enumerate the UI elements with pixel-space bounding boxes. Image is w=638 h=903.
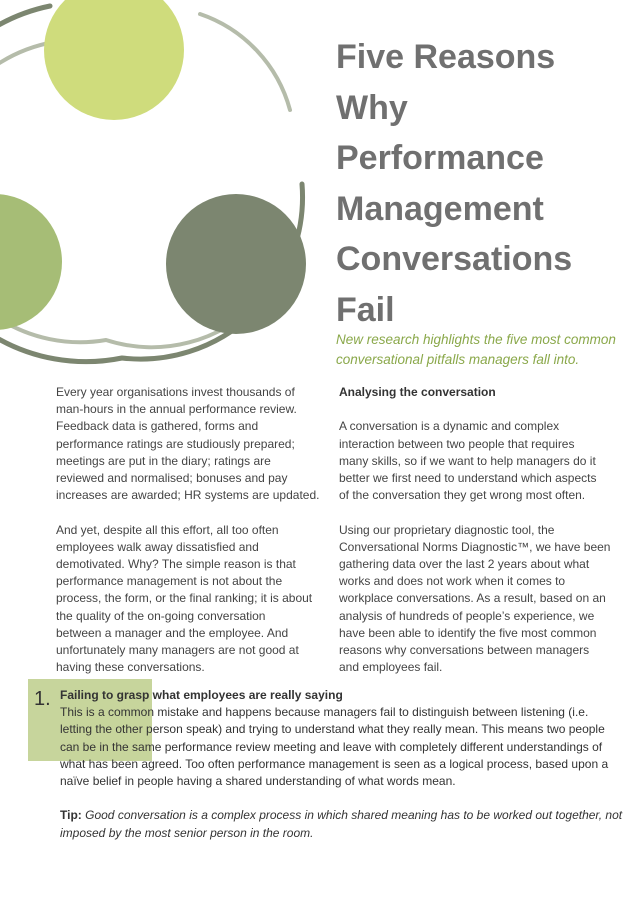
dark-green-circle — [166, 194, 306, 334]
text-line: naïve belief in people having a shared understanding of what words mean. — [60, 774, 456, 789]
text-line: increases are awarded; HR systems are updated. — [56, 488, 320, 503]
reason-number: 1. — [34, 688, 51, 710]
text-line: And yet, despite all this effort, all too often — [56, 522, 279, 537]
decorative-circles-graphic — [0, 0, 340, 370]
text-line: demotivated. Why? The simple reason is that — [56, 557, 296, 572]
text-line: reasons why conversations between managers — [339, 643, 590, 658]
text-line: having these conversations. — [56, 660, 205, 675]
text-line: and employees fail. — [339, 660, 443, 675]
text-line: Every year organisations invest thousands of — [56, 385, 295, 399]
text-line: man-hours in the annual performance review. — [56, 402, 297, 417]
light-green-circle — [44, 0, 184, 120]
text-line: have been able to identify the five most common — [339, 625, 597, 640]
intro-paragraph-1 — [56, 384, 324, 504]
reason-heading: Failing to grasp what employees are really saying — [60, 688, 343, 702]
analysis-paragraph-1 — [339, 418, 619, 504]
text-line: what has been agreed. Too often performance management is seen as a logical process, based upon a — [60, 756, 609, 771]
subtitle — [336, 330, 626, 370]
title-line: Conversations — [336, 240, 573, 278]
tip-block — [60, 807, 623, 841]
title-line: Why — [336, 88, 408, 127]
text-line: workplace conversations. As a result, based on an — [339, 591, 606, 606]
analysis-paragraph-2 — [339, 522, 619, 677]
text-line: This is a common mistake and happens because managers fail to distinguish between listening (i.e. — [60, 705, 589, 720]
text-line: interaction between two people that requires — [339, 436, 575, 451]
title-line: Fail — [336, 290, 395, 329]
subtitle-line: conversational pitfalls managers fall into. — [336, 352, 580, 367]
text-line: of the conversation they get wrong most often. — [339, 488, 586, 503]
text-line: Feedback data is gathered, forms and — [56, 419, 259, 434]
mid-green-circle — [0, 194, 62, 330]
text-line: A conversation is a dynamic and complex — [339, 419, 560, 434]
title-line: Five Reasons — [336, 38, 556, 76]
tip-text-line: imposed by the most senior person in the room. — [60, 825, 314, 840]
text-line: performance ratings are studiously prepared; — [56, 436, 295, 451]
text-line: gathering data over the last 2 years about what — [339, 557, 590, 571]
text-line: works and does not work when it comes to — [339, 574, 566, 589]
right-column — [339, 384, 619, 694]
text-line: Using our proprietary diagnostic tool, the — [339, 522, 555, 537]
tip-text-line: Good conversation is a complex process in which shared meaning has to be worked out together, not — [85, 808, 623, 823]
text-line: unfortunately many managers are not good at — [56, 643, 299, 658]
text-line: process, the form, or the final ranking; it is about — [56, 591, 313, 606]
text-line: reviewed and normalised; bonuses and pay — [56, 471, 288, 486]
section-heading: Analysing the conversation — [339, 385, 496, 399]
left-column — [56, 384, 324, 694]
tip-label: Tip: — [60, 808, 82, 823]
text-line: employees walk away dissatisfied and — [56, 539, 259, 554]
intro-paragraph-2 — [56, 522, 324, 677]
title-line: Management — [336, 189, 544, 228]
text-line: meetings are put in the diary; ratings are — [56, 453, 271, 468]
text-line: many skills, so if we want to help managers do it — [339, 453, 596, 468]
reason-1-section — [60, 687, 623, 842]
subtitle-line: New research highlights the five most common — [336, 332, 616, 347]
text-line: better we first need to understand which aspects — [339, 471, 597, 485]
text-line: the quality of the on-going conversation — [56, 608, 266, 623]
text-line: Conversational Norms Diagnostic™, we have been — [339, 539, 611, 554]
text-line: letting the other person speak) and trying to understand what they really mean. This means two people — [60, 722, 605, 737]
text-line: analysis of hundreds of people’s experience, we — [339, 608, 595, 623]
title-line: Performance — [336, 139, 544, 177]
page-title — [336, 32, 626, 335]
text-line: between a manager and the employee. And — [56, 625, 289, 640]
text-line: performance management is not about the — [56, 574, 283, 589]
text-line: can be in the same performance review meeting and leave with completely different understandings of — [60, 739, 603, 754]
inner-ring-arc-2 — [200, 14, 290, 110]
